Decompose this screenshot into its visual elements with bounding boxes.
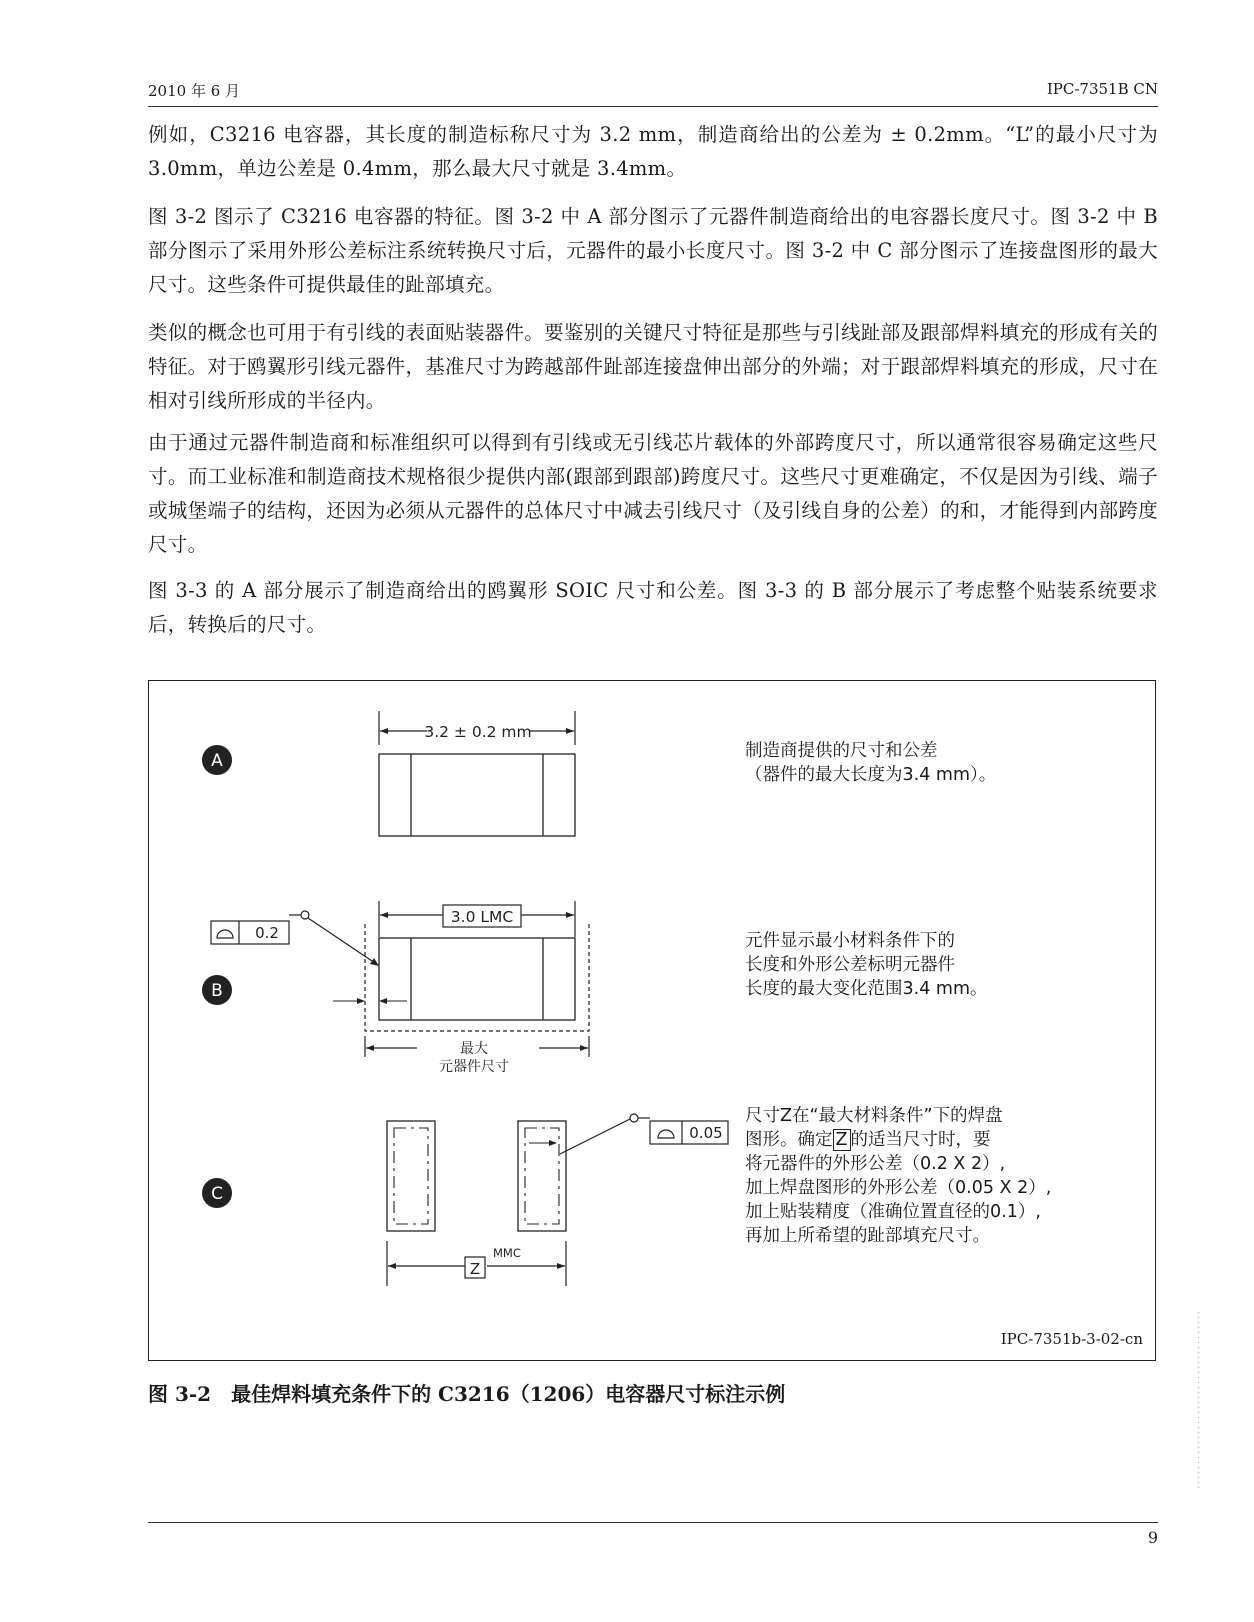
- z-label: Z: [469, 1260, 481, 1278]
- note-c: [745, 1104, 1051, 1248]
- figure-3-2: [148, 680, 1156, 1361]
- profile-symbol-icon: [217, 930, 233, 938]
- capacitor-body-b: [379, 938, 575, 1020]
- figure-caption: 图 3-2 最佳焊料填充条件下的 C3216（1206）电容器尺寸标注示例: [148, 1382, 786, 1406]
- paragraph-4: 由于通过元器件制造商和标准组织可以得到有引线或无引线芯片载体的外部跨度尺寸，所以通常很容易确定这些尺寸。而工业标准和制造商技术规格很少提供内部(跟部到跟部)跨度尺寸。这些尺寸更难确定，不仅是因为引线、端子或城堡端子的结构，还因为必须从元器件的总体尺寸中减去引线尺寸（及引线自身的公差）的和，才能得到内部跨度尺寸。: [148, 431, 1158, 556]
- header-rule: [148, 106, 1158, 107]
- paragraph-3: 类似的概念也可用于有引线的表面贴装器件。要鉴别的关键尺寸特征是那些与引线趾部及跟部焊料填充的形成有关的特征。对于鸥翼形引线元器件，基准尺寸为跨越部件趾部连接盘伸出部分的外端；对于跟部焊料填充的形成，尺寸在相对引线所形成的半径内。: [148, 321, 1158, 412]
- dimension-b-label: 3.0 LMC: [450, 908, 514, 926]
- note-c-line-2b: 的适当尺寸时，要: [850, 1130, 991, 1150]
- mmc-label: MMC: [493, 1246, 521, 1260]
- note-b: 元件显示最小材料条件下的 长度和外形公差标明元器件 长度的最大变化范围3.4 mm。: [745, 931, 988, 999]
- section-a: [202, 711, 575, 836]
- note-a: 制造商提供的尺寸和公差 （器件的最大长度为3.4 mm）。: [745, 741, 997, 785]
- paragraph-5: 图 3-3 的 A 部分展示了制造商给出的鸥翼形 SOIC 尺寸和公差。图 3-3 的 B 部分展示了考虑整个贴装系统要求后，转换后的尺寸。: [148, 579, 1158, 636]
- capacitor-body-a: [379, 754, 575, 836]
- tolerance-c-value: 0.05: [689, 1124, 723, 1142]
- header-doc-id: IPC-7351B CN: [1046, 80, 1158, 98]
- profile-symbol-icon: [658, 1130, 674, 1138]
- figure-id: IPC-7351b-3-02-cn: [1000, 1330, 1143, 1348]
- note-c-rest: 将元器件的外形公差（0.2 X 2）, 加上焊盘图形的外形公差（0.05 X 2）, 加上贴装精度（准确位置直径的0.1）, 再加上所希望的趾部填充尺寸。: [745, 1154, 1052, 1246]
- tolerance-b-value: 0.2: [255, 924, 279, 942]
- note-c-line-2a: 图形。确定: [745, 1130, 833, 1150]
- section-a-letter: A: [211, 751, 223, 771]
- figure-drawing: [149, 681, 1157, 1362]
- paragraph-1: 例如，C3216 电容器，其长度的制造标称尺寸为 3.2 mm，制造商给出的公差为 ± 0.2mm。“L”的最小尺寸为 3.0mm，单边公差是 0.4mm，那么最大尺寸就是 3.4mm。: [148, 123, 1158, 180]
- header-date: 2010 年 6 月: [148, 82, 241, 100]
- page-number: 9: [1147, 1528, 1158, 1547]
- margin-dots: [1196, 1310, 1202, 1490]
- footer-rule: [148, 1522, 1158, 1523]
- max-size-label-2: 元器件尺寸: [439, 1059, 509, 1075]
- section-b: [202, 901, 589, 1075]
- paragraph-2: 图 3-2 图示了 C3216 电容器的特征。图 3-2 中 A 部分图示了元器件制造商给出的电容器长度尺寸。图 3-2 中 B 部分图示了采用外形公差标注系统转换尺寸后，元器件的最小长度尺寸。图 3-2 中 C 部分图示了连接盘图形的最大尺寸。这些条件可提供最佳的趾部填充。: [148, 205, 1158, 296]
- section-c-letter: C: [211, 1184, 223, 1204]
- section-b-letter: B: [211, 981, 223, 1001]
- note-c-line-1: 尺寸Z在“最大材料条件”下的焊盘: [745, 1106, 1003, 1126]
- note-c-z-box: Z: [833, 1129, 851, 1151]
- max-envelope: [365, 924, 589, 1031]
- section-c: [202, 1114, 728, 1286]
- dimension-a-label: 3.2 ± 0.2 mm: [424, 723, 532, 741]
- max-size-label-1: 最大: [460, 1041, 488, 1057]
